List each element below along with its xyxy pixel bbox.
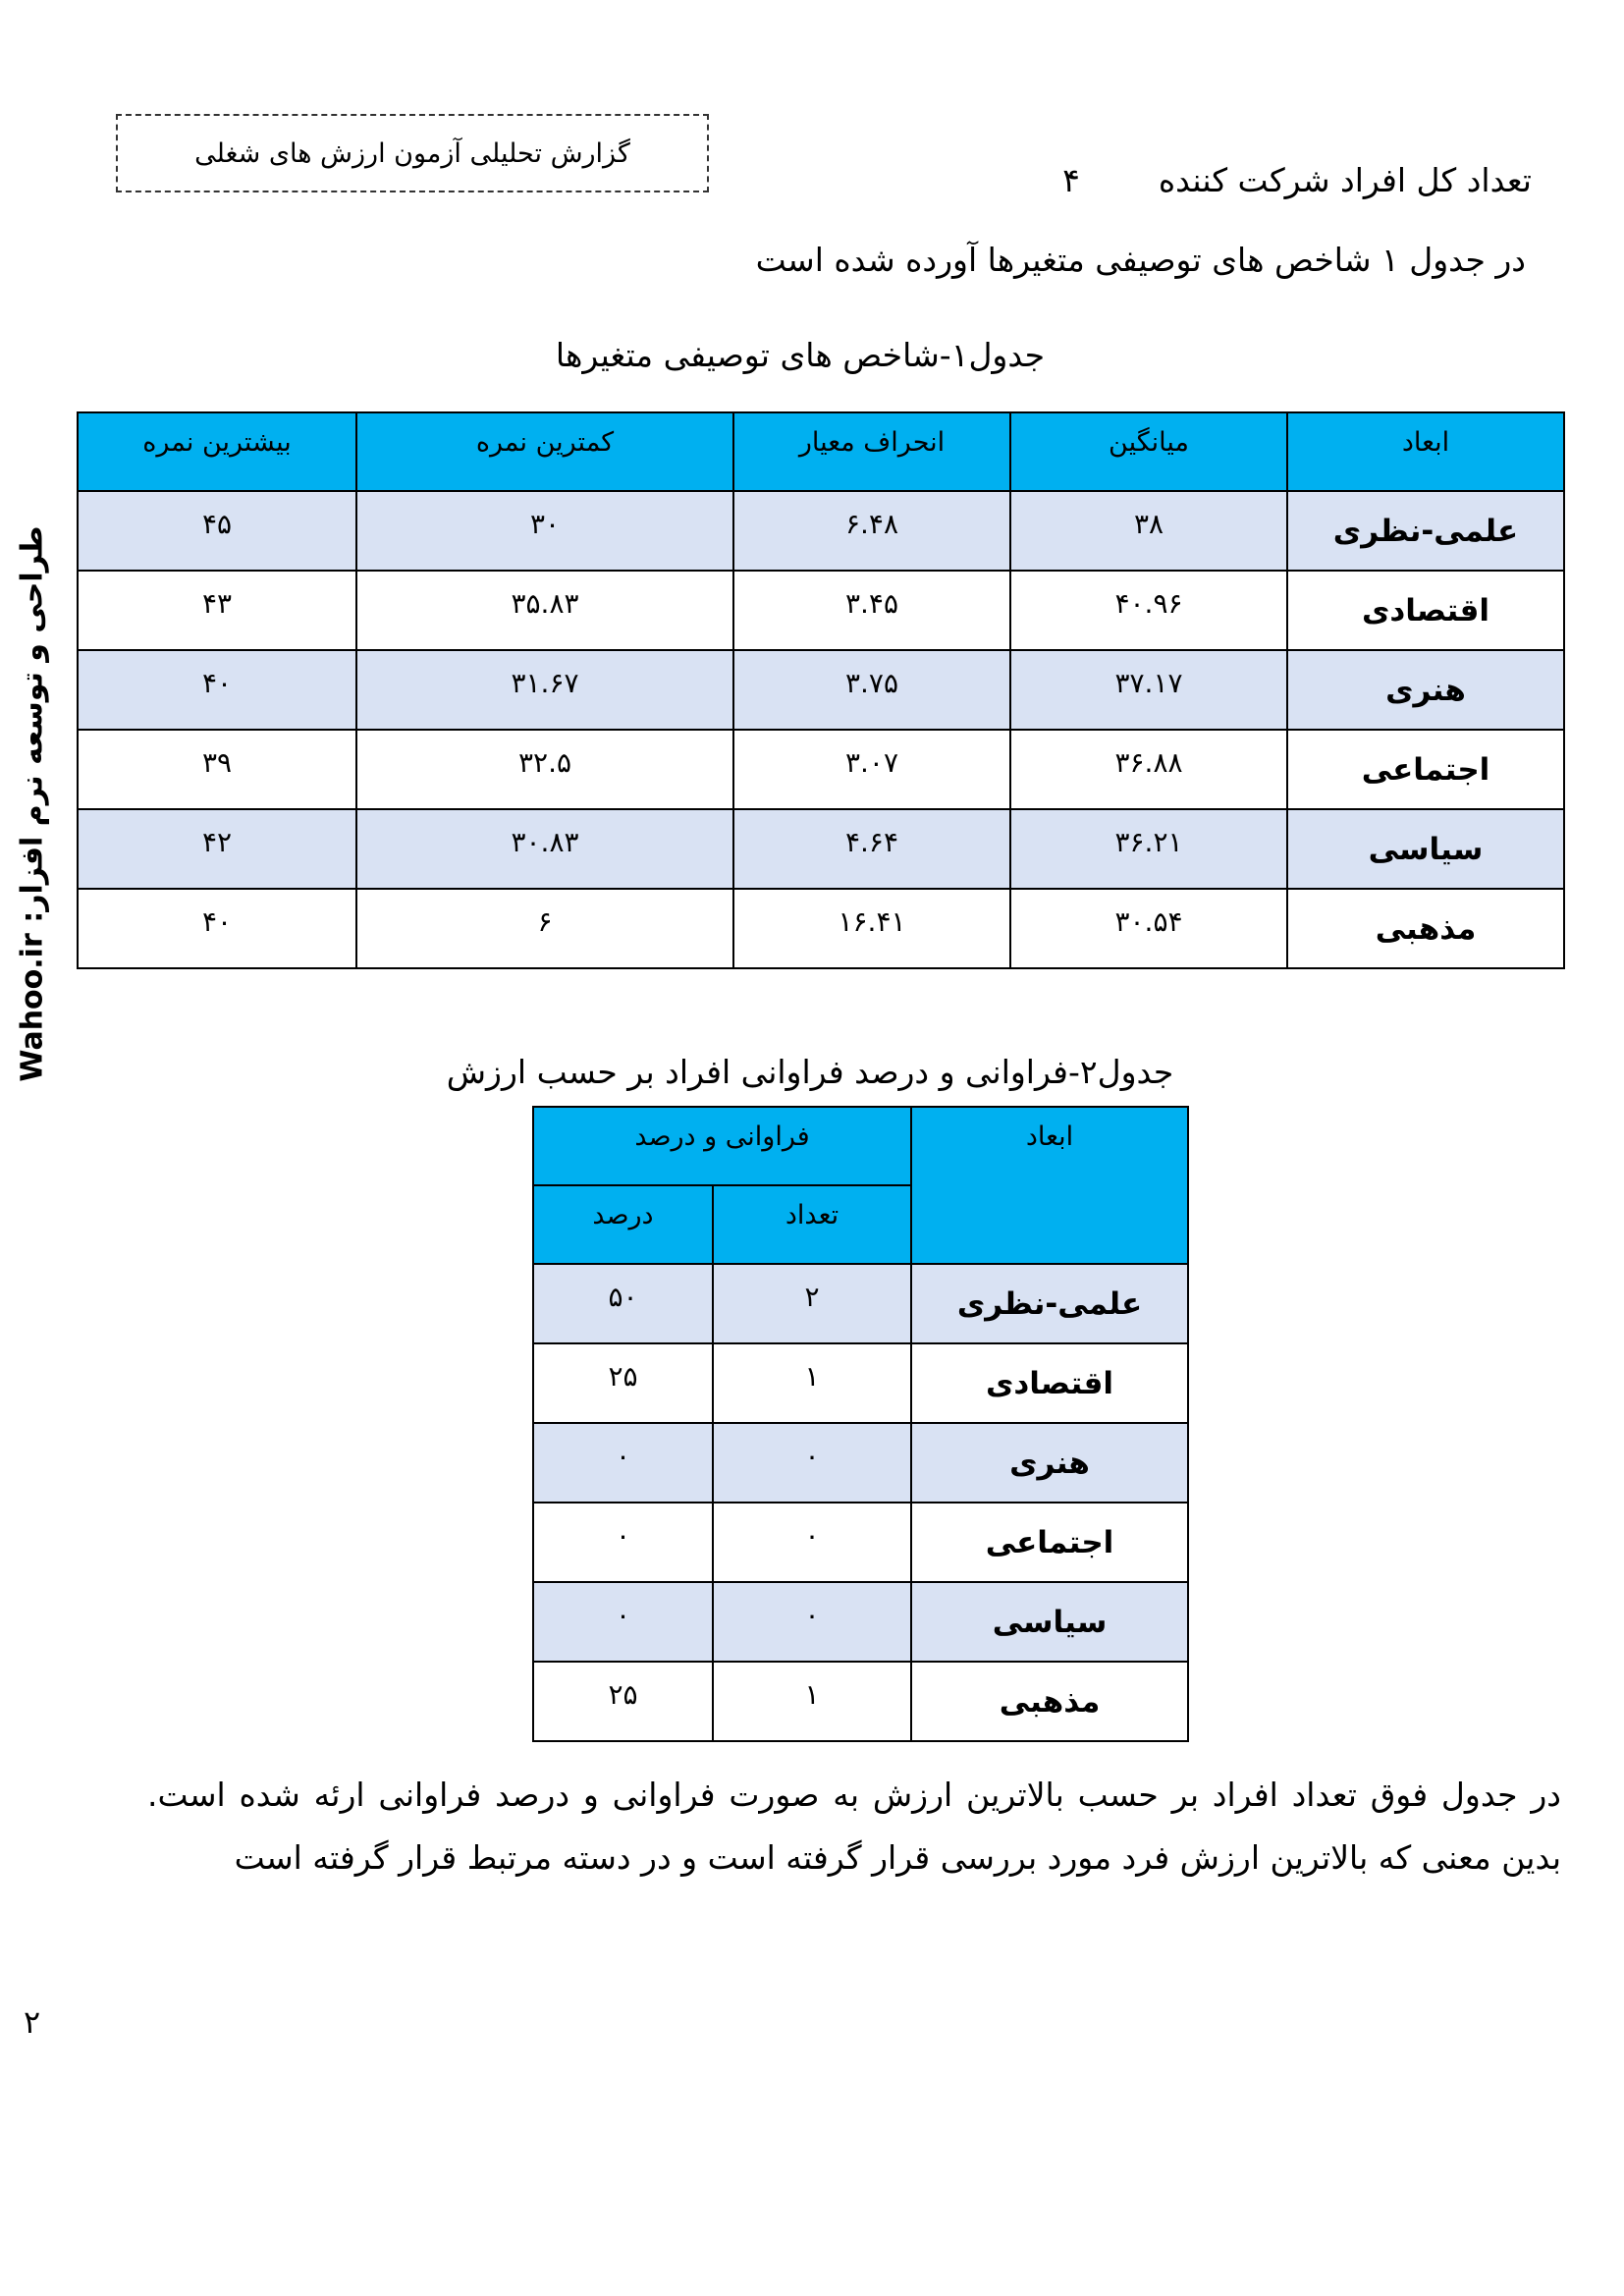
table-cell: ۲ [713,1264,911,1343]
table-cell: ۴۵ [78,491,356,571]
column-header-dimension: ابعاد [911,1107,1188,1264]
dimension-cell: علمی-نظری [911,1264,1188,1343]
table2-caption: جدول۲-فراوانی و درصد فراوانی افراد بر حسب ارزش [446,1053,1174,1091]
table-cell: ۶.۴۸ [733,491,1010,571]
table-row [533,1264,1188,1343]
table-cell: ۲۵ [533,1343,713,1423]
table-row [78,491,1564,571]
table-cell: ۴۳ [78,571,356,650]
table-header-row [78,412,1564,491]
table-row [533,1503,1188,1582]
table-cell: ۳۸ [1010,491,1287,571]
table-row [533,1582,1188,1662]
table-cell: ۱۶.۴۱ [733,889,1010,968]
table-cell: ۳۶.۸۸ [1010,730,1287,809]
table-cell: ۳.۴۵ [733,571,1010,650]
dimension-cell: هنری [1287,650,1564,730]
dimension-cell: مذهبی [911,1662,1188,1741]
table-row [78,809,1564,889]
dimension-cell: سیاسی [911,1582,1188,1662]
table-cell: ۳۷.۱۷ [1010,650,1287,730]
table-row [78,571,1564,650]
table-cell: ۳۱.۶۷ [356,650,733,730]
table-row [533,1423,1188,1503]
dimension-cell: اقتصادی [1287,571,1564,650]
intro-text: در جدول ۱ شاخص های توصیفی متغیرها آورده شده است [755,241,1526,279]
participants-label: تعداد کل افراد شرکت کننده [1158,161,1532,199]
table-row [533,1343,1188,1423]
table-cell: ۳۶.۲۱ [1010,809,1287,889]
table-cell: ۴۰.۹۶ [1010,571,1287,650]
table-row [78,730,1564,809]
table-cell: ۲۵ [533,1662,713,1741]
table-cell: ۰ [533,1423,713,1503]
column-header-count: تعداد [713,1185,911,1264]
table-cell: ۳۲.۵ [356,730,733,809]
page-number: ۲ [24,2003,41,2041]
table-cell: ۰ [713,1582,911,1662]
table-row [78,650,1564,730]
table-cell: ۴۲ [78,809,356,889]
table-cell: ۰ [533,1503,713,1582]
side-credit [6,524,59,1082]
participants-line [1062,161,1532,199]
report-title: گزارش تحلیلی آزمون ارزش های شغلی [194,137,630,169]
table-cell: ۵۰ [533,1264,713,1343]
table-row [78,889,1564,968]
dimension-cell: اجتماعی [1287,730,1564,809]
table-cell: ۳۰ [356,491,733,571]
descriptive-stats-table [77,411,1565,969]
column-header: انحراف معیار [733,412,1010,491]
dimension-cell: سیاسی [1287,809,1564,889]
column-header: کمترین نمره [356,412,733,491]
table-cell: ۰ [713,1423,911,1503]
conclusion-paragraph: در جدول فوق تعداد افراد بر حسب بالاترین ارزش به صورت فراوانی و درصد فراوانی ارئه شده است. بدین معنی که بالاترین ارزش فرد مورد بررسی قرار گرفته است و در دسته مرتبط قرار گرفته است [147,1776,1561,1877]
table-cell: ۴۰ [78,650,356,730]
table-cell: ۱ [713,1662,911,1741]
side-credit-text: طراحی و توسعه نرم افزار: Wahoo.ir [15,524,50,1082]
table-cell: ۶ [356,889,733,968]
table-cell: ۰ [533,1582,713,1662]
column-header-group: فراوانی و درصد [533,1107,911,1185]
dimension-cell: اجتماعی [911,1503,1188,1582]
table-header-row [533,1107,1188,1185]
frequency-table [532,1106,1189,1742]
table-cell: ۳۹ [78,730,356,809]
dimension-cell: هنری [911,1423,1188,1503]
column-header-percent: درصد [533,1185,713,1264]
table-cell: ۴.۶۴ [733,809,1010,889]
table-cell: ۰ [713,1503,911,1582]
table-row [533,1662,1188,1741]
table1-caption: جدول۱-شاخص های توصیفی متغیرها [555,336,1046,374]
column-header: ابعاد [1287,412,1564,491]
report-title-box [116,114,709,192]
table-cell: ۳.۷۵ [733,650,1010,730]
table-cell: ۳۰.۸۳ [356,809,733,889]
dimension-cell: اقتصادی [911,1343,1188,1423]
participants-count: ۴ [1062,161,1080,199]
dimension-cell: مذهبی [1287,889,1564,968]
table-cell: ۱ [713,1343,911,1423]
table-cell: ۳۵.۸۳ [356,571,733,650]
column-header: بیشترین نمره [78,412,356,491]
table-cell: ۳.۰۷ [733,730,1010,809]
column-header: میانگین [1010,412,1287,491]
dimension-cell: علمی-نظری [1287,491,1564,571]
table-cell: ۴۰ [78,889,356,968]
table-cell: ۳۰.۵۴ [1010,889,1287,968]
